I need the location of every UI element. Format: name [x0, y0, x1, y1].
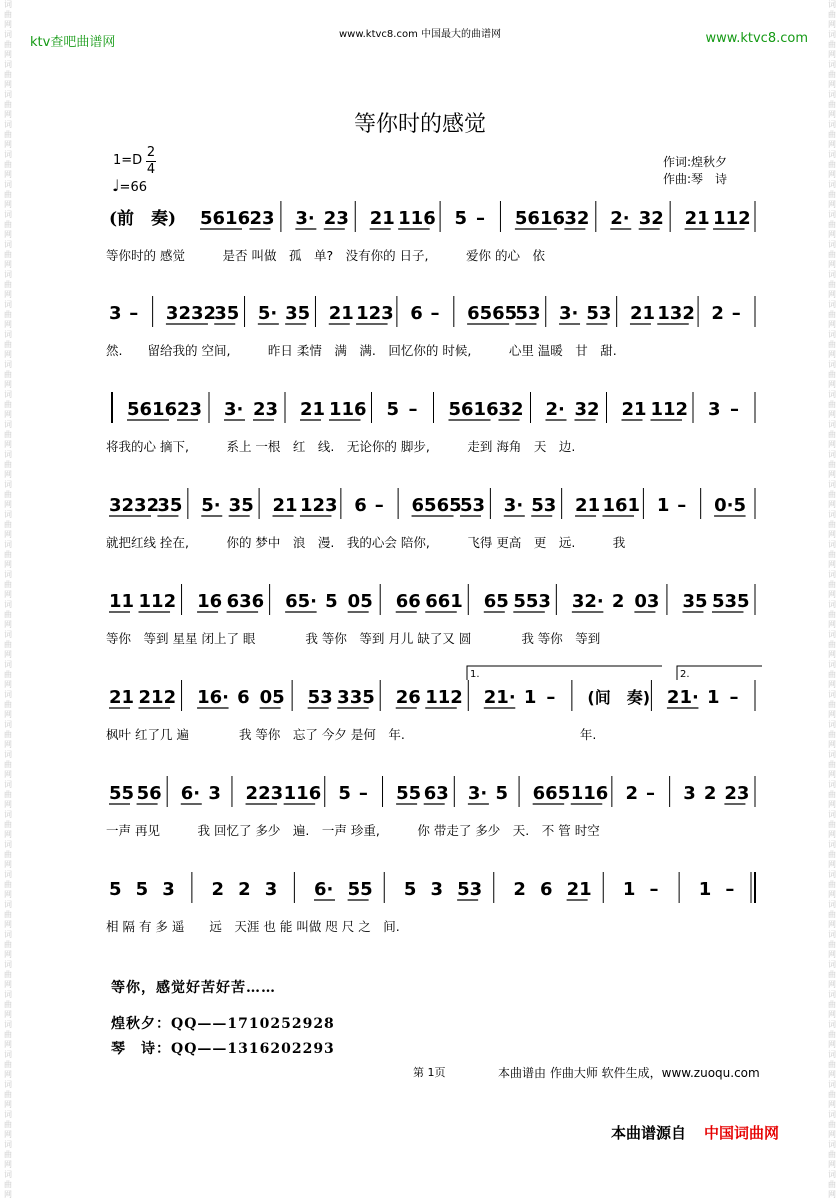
tempo-value: =66 — [119, 180, 147, 195]
note-group: 53 — [457, 879, 483, 900]
generator-credit: 本曲谱由 作曲大师 软件生成，www.zuoqu.com — [498, 1066, 760, 1080]
lyric-line: 一声 再见 我 回忆了 多少 遍. 一声 珍重, 你 带走了 多少 天. 不 管 时空 — [106, 823, 600, 838]
note-group: 32 — [498, 399, 524, 420]
note-group: 5 — [135, 879, 149, 900]
note-group: 2 — [211, 879, 225, 900]
note-group: 26 — [395, 687, 421, 708]
page-number: 第 1页 — [413, 1066, 446, 1079]
note-group: 2 — [513, 879, 526, 900]
note-group: 5 — [338, 783, 351, 804]
note-group: 3232 — [109, 495, 160, 516]
lyric-line: 将我的心 摘下, 系上 一根 红 线. 无论你的 脚步, 走到 海角 天 边. — [106, 439, 576, 454]
note-group: 1 — [656, 495, 670, 516]
note-group: 2 — [611, 591, 625, 612]
note-group: – — [546, 687, 556, 708]
note-group: 55 — [109, 783, 135, 804]
note-group: 35 — [682, 591, 708, 612]
note-group: 3 — [109, 303, 122, 324]
note-group: 35 — [214, 303, 240, 324]
note-group: 55 — [347, 879, 373, 900]
note-group: 5 — [325, 591, 338, 612]
note-group: 5 — [495, 783, 509, 804]
note-group: 6565 — [411, 495, 462, 516]
note-group: 32· — [571, 591, 604, 612]
note-group: 21 — [109, 687, 135, 708]
note-group: 21· — [666, 687, 699, 708]
note-group: 1 — [698, 879, 712, 900]
note-group: 2 — [625, 783, 638, 804]
note-group: 3232 — [165, 303, 217, 324]
note-group: 6 — [237, 687, 250, 708]
note-group: 11 — [109, 591, 135, 612]
volta-label: 2. — [680, 669, 690, 680]
note-group: 553 — [513, 591, 551, 612]
note-group: 5616 — [200, 208, 251, 229]
note-group: 1 — [523, 687, 537, 708]
note-group: 1 — [706, 687, 720, 708]
note-group: 116 — [398, 208, 436, 229]
note-group: 5· — [201, 495, 221, 516]
note-group: 32 — [638, 208, 664, 229]
note-group: – — [729, 687, 739, 708]
note-group: 21 — [272, 495, 298, 516]
note-group: 116 — [283, 783, 322, 804]
note-group: 21 — [621, 399, 647, 420]
note-group: 223 — [245, 783, 284, 804]
lyric-line: 就把红线 拴在, 你的 梦中 浪 漫. 我的心会 陪你, 飞得 更高 更 远. 我 — [106, 535, 626, 550]
note-group: 161 — [602, 495, 641, 516]
note-group: 5 — [109, 879, 122, 900]
lyric-line: 然. 留给我的 空间, 昨日 柔情 满 满. 回忆你的 时候, 心里 温暖 甘 甜. — [106, 343, 617, 358]
note-group: 3· — [224, 399, 244, 420]
note-group: 21 — [629, 303, 656, 324]
note-group: – — [677, 495, 687, 516]
note-group: 3 — [162, 879, 175, 900]
note-group: 6· — [180, 783, 201, 804]
note-group: 21· — [483, 687, 516, 708]
note-group: – — [430, 303, 440, 324]
lyricist-credit: 作词:煌秋夕 — [663, 155, 728, 169]
note-group: 23 — [177, 399, 203, 420]
source-label: 本曲谱源自 — [611, 1124, 687, 1142]
note-group: 5 — [386, 399, 400, 420]
note-group: – — [358, 783, 368, 804]
note-group: 2· — [610, 208, 630, 229]
note-group: 53 — [307, 687, 333, 708]
volta-bracket — [677, 666, 762, 680]
note-group: 0·5 — [714, 495, 746, 516]
note-group: 535 — [711, 591, 750, 612]
note-group: 2 — [711, 303, 724, 324]
note-group: – — [725, 879, 735, 900]
note-group: 05 — [347, 591, 373, 612]
note-group: 32 — [574, 399, 600, 420]
note-group: 112 — [713, 208, 751, 229]
note-group: 6565 — [467, 303, 518, 324]
note-group: – — [129, 303, 139, 324]
note-group: 03 — [634, 591, 660, 612]
note-group: 66 — [395, 591, 421, 612]
song-title: 等你时的感觉 — [353, 112, 486, 137]
header-center-text: www.ktvc8.com 中国最大的曲谱网 — [338, 29, 501, 40]
note-group: 3· — [295, 208, 315, 229]
note-group: 5· — [257, 303, 278, 324]
note-group: 5 — [403, 879, 417, 900]
note-group: 112 — [425, 687, 463, 708]
note-group: 3· — [467, 783, 488, 804]
note-group: 23 — [323, 208, 349, 229]
note-group: 116 — [570, 783, 609, 804]
note-group: 116 — [329, 399, 367, 420]
note-group: 53 — [515, 303, 541, 324]
footer-note: 等你，感觉好苦好苦…… — [111, 980, 276, 996]
prelude-label: (前 奏) — [109, 209, 177, 229]
time-sig-top: 2 — [146, 145, 156, 160]
note-group: 112 — [138, 591, 177, 612]
time-sig-bottom: 4 — [146, 162, 156, 177]
note-group: 123 — [356, 303, 394, 324]
note-group: 2 — [703, 783, 717, 804]
note-group: 6 — [354, 495, 367, 516]
note-group: 21 — [328, 303, 354, 324]
note-group: 6 — [540, 879, 553, 900]
note-group: 3 — [683, 783, 696, 804]
note-group: 16· — [197, 687, 229, 708]
note-group: 21 — [300, 399, 326, 420]
note-group: 35 — [157, 495, 183, 516]
note-group: 32 — [564, 208, 590, 229]
note-group: 56 — [136, 783, 162, 804]
note-group: 3 — [264, 879, 278, 900]
header-site-right[interactable]: www.ktvc8.com — [705, 31, 808, 46]
note-group: – — [730, 399, 739, 420]
note-group: 21 — [369, 208, 395, 229]
note-group: – — [649, 879, 659, 900]
side-watermark-left: 词曲网词曲网词曲网词曲网词曲网词曲网词曲网词曲网词曲网词曲网词曲网词曲网词曲网词曲网词曲网词曲网词曲网词曲网词曲网词曲网词曲网词曲网词曲网词曲网词曲网词曲网词曲网词曲网词曲网词曲网词曲网词曲网词曲网词曲网词曲网词曲网词曲网词曲网词曲网词曲网 — [4, 0, 12, 1199]
note-group: 53 — [459, 495, 486, 516]
note-group: 3 — [208, 783, 221, 804]
note-group: 35 — [285, 303, 311, 324]
side-watermark-right: 词曲网词曲网词曲网词曲网词曲网词曲网词曲网词曲网词曲网词曲网词曲网词曲网词曲网词曲网词曲网词曲网词曲网词曲网词曲网词曲网词曲网词曲网词曲网词曲网词曲网词曲网词曲网词曲网词曲网词曲网词曲网词曲网词曲网词曲网词曲网词曲网词曲网词曲网词曲网词曲网 — [828, 0, 836, 1199]
note-group: 23 — [249, 208, 275, 229]
note-group: – — [646, 783, 656, 804]
note-group: 1 — [622, 879, 636, 900]
note-group: 3 — [430, 879, 444, 900]
note-group: (间 奏) — [587, 688, 651, 707]
note-group: 132 — [657, 303, 695, 324]
source-credit — [611, 1122, 779, 1143]
note-group: 35 — [228, 495, 254, 516]
note-group: 2· — [545, 399, 565, 420]
note-group: 123 — [299, 495, 338, 516]
lyric-line: 相 隔 有 多 遥 远 天涯 也 能 叫做 咫 尺 之 间. — [106, 919, 400, 934]
lyric-line: 等你时的 感觉 是否 叫做 孤 单? 没有你的 日子, 爱你 的心 依 — [106, 248, 546, 263]
contact-lyricist: 煌秋夕：QQ——1710252928 — [111, 1016, 335, 1032]
note-group: 3· — [503, 495, 524, 516]
note-group: 3· — [559, 303, 579, 324]
header-site-left[interactable]: ktv查吧曲谱网 — [30, 35, 116, 50]
note-group: 21 — [684, 208, 710, 229]
note-group: 6· — [314, 879, 334, 900]
note-group: 5616 — [127, 399, 178, 420]
note-group: 21 — [566, 879, 592, 900]
quarter-note-icon: ♩ — [112, 176, 120, 195]
note-group: – — [374, 495, 384, 516]
source-site-link[interactable]: 中国词曲网 — [704, 1124, 780, 1142]
contact-composer: 琴 诗：QQ——1316202293 — [111, 1041, 335, 1057]
note-group: 23 — [724, 783, 750, 804]
note-group: 65 — [483, 591, 509, 612]
note-group: – — [731, 303, 741, 324]
note-group: 2 — [238, 879, 251, 900]
note-group: 5616 — [514, 208, 566, 229]
note-group: 23 — [253, 399, 279, 420]
note-group: 16 — [197, 591, 223, 612]
note-group: 63 — [423, 783, 449, 804]
volta-label: 1. — [470, 669, 480, 680]
note-group: 335 — [337, 687, 375, 708]
lyric-line: 枫叶 红了几 遍 我 等你 忘了 今夕 是何 年. 年. — [106, 727, 597, 742]
note-group: 5616 — [448, 399, 499, 420]
note-group: 21 — [575, 495, 601, 516]
note-group: 53 — [586, 303, 612, 324]
note-group: 05 — [259, 687, 285, 708]
volta-bracket — [467, 666, 662, 680]
note-group: 636 — [226, 591, 265, 612]
lyric-line: 等你 等到 星星 闭上了 眼 我 等你 等到 月儿 缺了又 圆 我 等你 等到 — [106, 631, 601, 646]
key-signature: 1=D — [113, 153, 143, 168]
note-group: 3 — [708, 399, 721, 420]
note-group: 212 — [138, 687, 177, 708]
note-group: 112 — [650, 399, 689, 420]
composer-credit: 作曲:琴 诗 — [663, 172, 728, 186]
note-group: – — [476, 208, 485, 229]
note-group: 55 — [396, 783, 422, 804]
note-group: 6 — [410, 303, 423, 324]
note-group: 65· — [285, 591, 318, 612]
note-group: 661 — [425, 591, 463, 612]
note-group: 5 — [454, 208, 468, 229]
note-group: 665 — [532, 783, 571, 804]
note-group: 53 — [531, 495, 557, 516]
note-group: – — [408, 399, 418, 420]
